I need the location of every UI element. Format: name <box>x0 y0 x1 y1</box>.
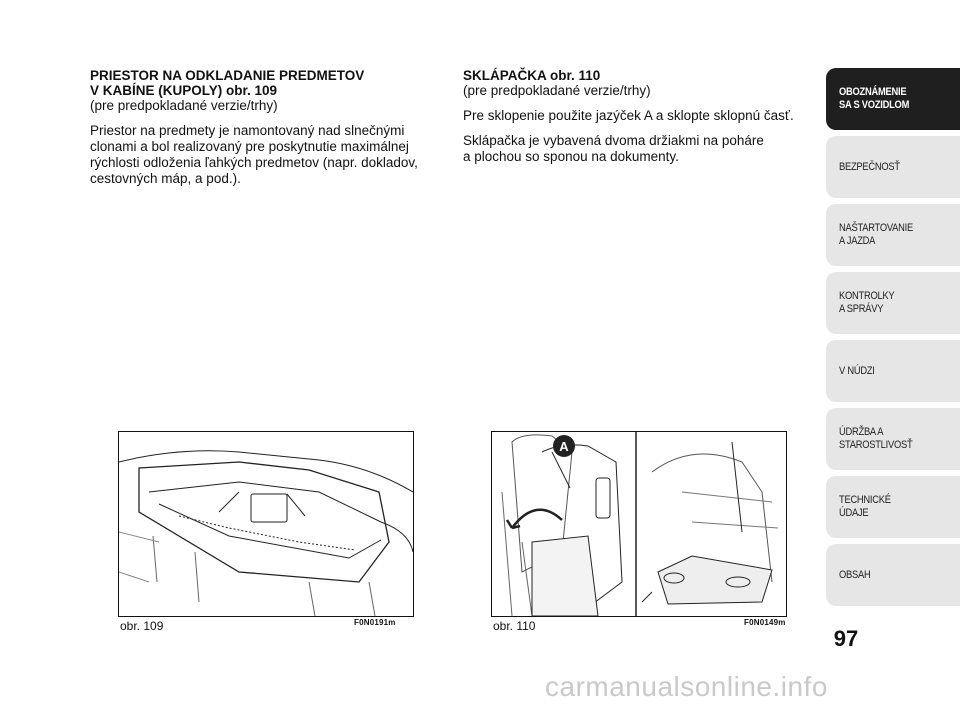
figure-110-armrest <box>491 431 787 617</box>
chapter-tab-kontrolky[interactable] <box>826 272 960 334</box>
chapter-tab-label: KONTROLKY A SPRÁVY <box>839 290 895 315</box>
heading-line1: PRIESTOR NA ODKLADANIE PREDMETOV <box>90 68 365 83</box>
page-number: 97 <box>833 626 859 651</box>
chapter-tab-bezpecnost[interactable] <box>826 136 960 198</box>
chapter-tab-v-nudzi[interactable] <box>826 340 960 402</box>
section-heading-right: SKLÁPAČKA obr. 110 <box>463 68 601 83</box>
chapter-tab-oboznamenie[interactable] <box>826 68 960 130</box>
chapter-tab-label: OBOZNÁMENIE SA S VOZIDLOM <box>839 86 910 111</box>
chapter-tab-udrzba[interactable] <box>826 408 960 470</box>
right-column <box>463 68 813 174</box>
chapter-tab-nastartovanie[interactable] <box>826 204 960 266</box>
chapter-tab-label: OBSAH <box>839 568 871 581</box>
chapter-tab-label: ÚDRŽBA A STAROSTLIVOSŤ <box>839 426 913 451</box>
section-paragraph: Priestor na predmety je namontovaný nad slnečnými clonami a bol realizovaný pre poskytnutie maximálnej rýchlosti odloženia ľahkých predmetov (napr. dokladov, cestovných máp, a pod.). <box>90 123 418 186</box>
chapter-tab-label: BEZPEČNOSŤ <box>839 160 900 173</box>
chapter-tab-technicke[interactable] <box>826 476 960 538</box>
figure-109-caption: obr. 109 <box>120 619 164 633</box>
chapter-sidebar <box>826 68 960 612</box>
figure-109-overhead-storage <box>118 431 414 617</box>
chapter-tab-label: TECHNICKÉ ÚDAJE <box>839 494 891 519</box>
overhead-storage-illustration <box>119 432 413 616</box>
figure-110-code: F0N0149m <box>744 618 786 627</box>
figure-109-code: F0N0191m <box>354 618 396 627</box>
section-subheading: (pre predpokladané verzie/trhy) <box>90 98 278 113</box>
left-column <box>90 68 440 196</box>
chapter-tab-label: V NÚDZI <box>839 364 875 377</box>
chapter-tab-label: NAŠTARTOVANIE A JAZDA <box>839 222 913 247</box>
section-heading <box>90 68 440 98</box>
heading-line2: V KABÍNE (KUPOLY) obr. 109 <box>90 83 278 98</box>
paragraph-fold: Pre sklopenie použite jazýček A a sklopte sklopnú časť. <box>463 108 794 123</box>
paragraph-armrest: Sklápačka je vybavená dvoma držiakmi na poháre a plochou so sponou na dokumenty. <box>463 133 764 164</box>
callout-marker-a-label: A <box>559 439 569 454</box>
watermark: carmanualsonline.info <box>545 671 828 702</box>
armrest-illustration <box>492 432 786 616</box>
chapter-tab-obsah[interactable] <box>826 544 960 606</box>
figure-110-caption: obr. 110 <box>493 619 536 633</box>
section-subheading-right: (pre predpokladané verzie/trhy) <box>463 83 651 98</box>
